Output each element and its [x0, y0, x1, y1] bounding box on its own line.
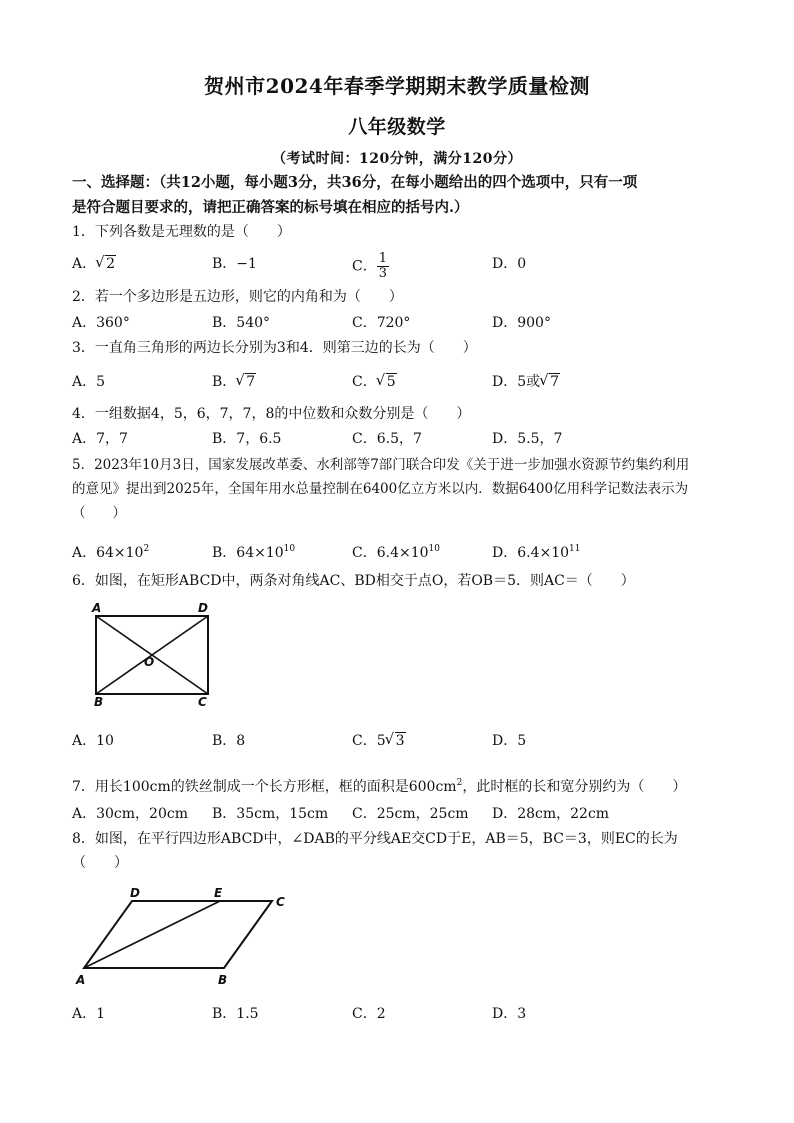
option-c: C．5√ 3: [352, 729, 406, 753]
sqrt-symbol: √ 5: [377, 370, 397, 394]
label-a: A: [76, 973, 86, 987]
option-c: C．25cm，25cm: [352, 806, 469, 822]
option-b: B．35cm，15cm: [212, 806, 329, 822]
question-1-stem: 1．下列各数是无理数的是（ ）: [72, 224, 291, 240]
option-d: D．28cm，22cm: [492, 806, 610, 822]
question-2-stem: 2．若一个多边形是五边形，则它的内角和为（ ）: [72, 289, 403, 305]
exam-info: （考试时间：120分钟，满分120分）: [272, 151, 522, 167]
fraction: $\frac{1}{3}$: [378, 251, 387, 281]
question-6-options: [72, 729, 732, 753]
rectangle-figure: [82, 598, 222, 710]
option-c: C． $\frac{1}{3}$: [352, 251, 387, 281]
option-b: B．7，6.5: [212, 431, 282, 447]
option-c: C．720°: [352, 315, 411, 331]
option-b: B．8: [212, 733, 246, 749]
sqrt-symbol: √ 7: [540, 370, 560, 394]
option-d: D．5: [492, 733, 527, 749]
option-d: D．3: [492, 1006, 527, 1022]
question-2-options: [72, 311, 732, 335]
option-c: C．6.5，7: [352, 431, 422, 447]
option-a: A．30cm，20cm: [72, 806, 188, 822]
question-5-line1: 5．2023年10月3日，国家发展改革委、水利部等7部门联合印发《关于进一步加强水资源节约集约利用: [72, 457, 690, 473]
option-b: B．1.5: [212, 1006, 259, 1022]
question-5-line2: 的意见》提出到2025年，全国年用水总量控制在6400亿立方米以内．数据6400亿用科学记数法表示为: [72, 481, 689, 497]
option-a: A．360°: [72, 315, 130, 331]
option-c: C．2: [352, 1006, 386, 1022]
section-heading: [72, 170, 732, 220]
question-5-stem: [72, 453, 732, 525]
option-d: D．5.5，7: [492, 431, 563, 447]
label-e: E: [214, 886, 223, 900]
label-a: A: [92, 601, 102, 615]
parallelogram-abcd: [84, 901, 272, 968]
exam-subtitle: 八年级数学: [348, 116, 446, 138]
question-8-line2: （ ）: [72, 855, 128, 871]
option-a: A．10: [72, 733, 114, 749]
option-b: B．−1: [212, 256, 257, 272]
option-d: D．$6.4\times 10^{11}$: [492, 544, 581, 561]
sqrt-symbol: √ 7: [236, 370, 256, 394]
label-d: D: [198, 601, 208, 615]
section-heading-line1: 一、选择题：（共12小题，每小题3分，共36分，在每小题给出的四个选项中，只有一项: [72, 174, 638, 191]
label-c: C: [198, 695, 207, 709]
question-5-line3: （ ）: [72, 505, 126, 521]
option-b: B．√ 7: [212, 370, 256, 394]
option-a: A．√ 2: [72, 252, 116, 276]
question-8-stem: [72, 827, 732, 875]
question-8-options: [72, 1002, 732, 1026]
option-a: A．1: [72, 1006, 106, 1022]
label-b: B: [94, 695, 104, 709]
option-a: A．$64\times 10^2$: [72, 544, 150, 561]
question-5-options: [72, 537, 732, 561]
section-heading-line2: 是符合题目要求的，请把正确答案的标号填在相应的括号内.）: [72, 199, 469, 216]
question-1-options: [72, 251, 732, 281]
option-a: A．5: [72, 374, 106, 390]
label-c: C: [276, 895, 285, 909]
option-a: A．7，7: [72, 431, 128, 447]
option-b: B．540°: [212, 315, 271, 331]
question-6-stem: 6．如图，在矩形ABCD中，两条对角线AC、BD相交于点O，若OB＝5．则AC＝（ ）: [72, 573, 635, 589]
option-d: D．900°: [492, 315, 551, 331]
question-3-options: [72, 370, 732, 394]
option-c: C．√ 5: [352, 370, 397, 394]
option-d: D．5或√ 7: [492, 370, 560, 394]
question-8-line1: 8．如图，在平行四边形ABCD中，∠DAB的平分线AE交CD于E，AB＝5，BC＝3，则EC的长为: [72, 831, 678, 847]
question-7-stem: 7．用长100cm的铁丝制成一个长方形框，框的面积是$600cm^2$，此时框的长和宽分别约为（ ）: [72, 778, 687, 795]
label-d: D: [130, 886, 140, 900]
option-d: D．0: [492, 256, 527, 272]
question-4-stem: 4．一组数据4，5，6，7，7，8的中位数和众数分别是（ ）: [72, 406, 471, 422]
question-3-stem: 3．一直角三角形的两边长分别为3和4．则第三边的长为（ ）: [72, 340, 477, 356]
parallelogram-figure: [72, 884, 302, 989]
exam-title: 贺州市2024年春季学期期末教学质量检测: [204, 74, 590, 98]
sqrt-symbol: √ 3: [386, 729, 406, 753]
question-4-options: [72, 427, 732, 451]
label-b: B: [218, 973, 228, 987]
label-o: O: [144, 655, 155, 669]
question-7-options: [72, 802, 732, 826]
option-c: C．$6.4\times 10^{10}$: [352, 544, 440, 561]
bisector-ae: [84, 901, 220, 968]
option-b: B．$64\times 10^{10}$: [212, 544, 296, 561]
sqrt-symbol: √ 2: [96, 252, 116, 276]
